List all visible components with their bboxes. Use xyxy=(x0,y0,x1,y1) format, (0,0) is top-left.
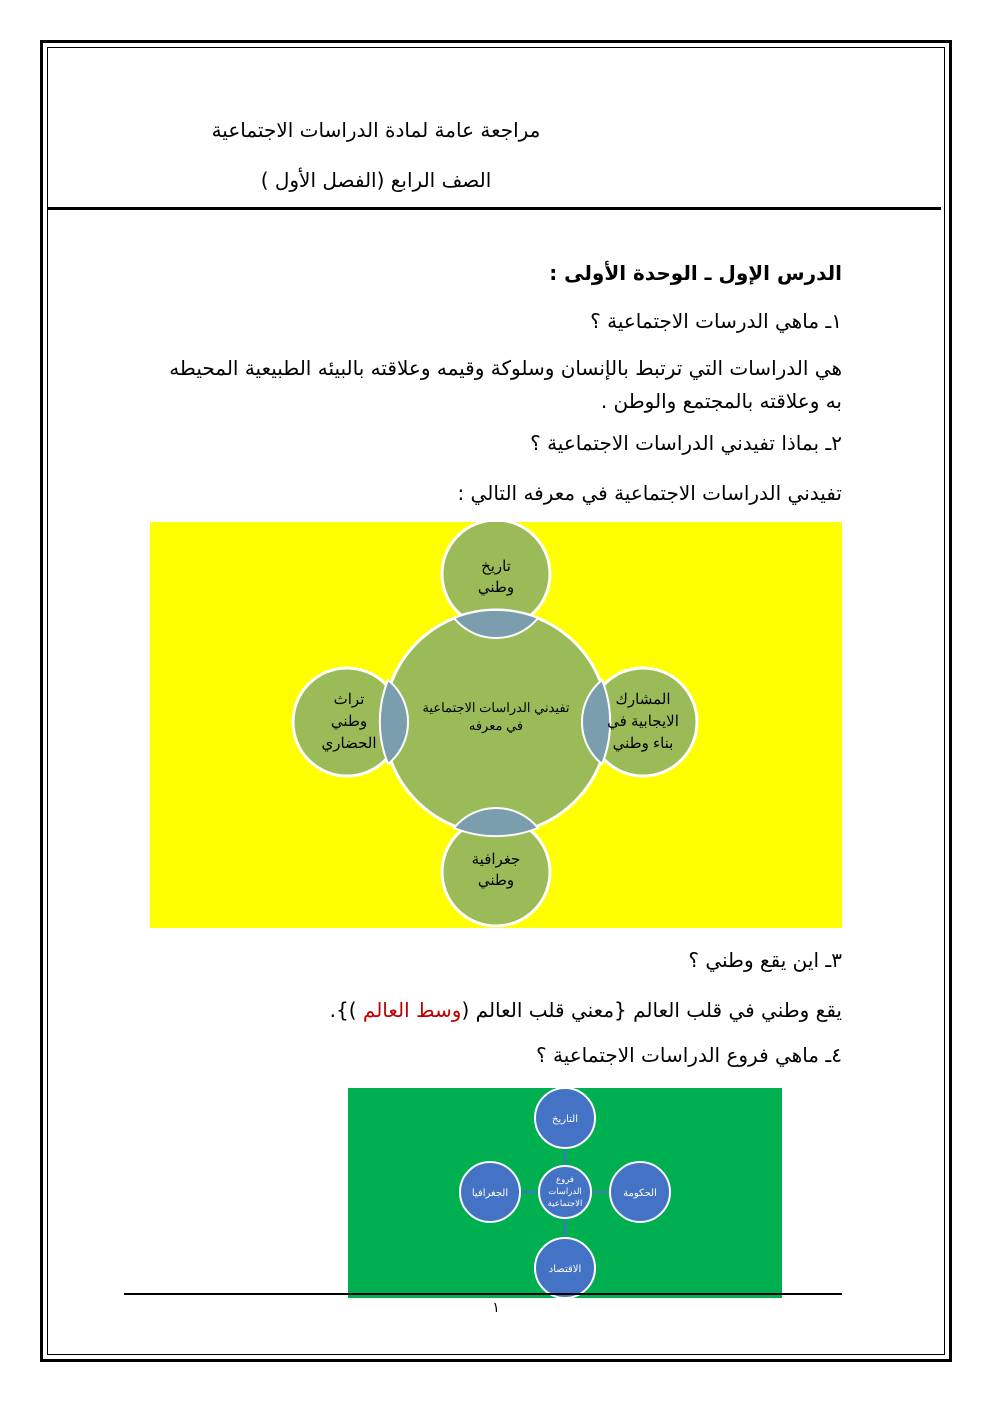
page-number: ١ xyxy=(492,1300,500,1316)
branches-center-line-2: الدراسات xyxy=(548,1186,582,1196)
branch-geography-label: الجغرافيا xyxy=(471,1188,509,1199)
answer-2: تفيدني الدراسات الاجتماعية في معرفه التالي : xyxy=(457,481,842,505)
top-label-line-1: تاريخ xyxy=(481,558,511,575)
right-label-line-1: المشارك xyxy=(615,691,671,708)
branches-diagram-svg xyxy=(348,1088,782,1298)
branch-government-label: الحكومة xyxy=(623,1188,657,1199)
branches-diagram xyxy=(348,1088,782,1298)
bottom-label-line-2: وطني xyxy=(477,872,515,889)
benefits-diagram-svg xyxy=(150,522,842,928)
right-label-line-2: الايجابية في xyxy=(607,713,679,730)
footer-divider xyxy=(124,1293,842,1295)
answer-1-line-2: به وعلاقته بالمجتمع والوطن . xyxy=(600,389,842,413)
branches-center-line-1: فروع xyxy=(556,1174,574,1184)
top-label-line-2: وطني xyxy=(477,579,515,596)
center-label-line-1: تفيدني الدراسات الاجتماعية xyxy=(422,700,570,715)
branch-history-label: التاريخ xyxy=(552,1114,578,1125)
answer-3 xyxy=(150,995,842,1025)
branch-economy-label: الاقتصاد xyxy=(548,1264,582,1275)
right-label-line-3: بناء وطني xyxy=(612,735,674,752)
question-3: ٣ـ اين يقع وطني ؟ xyxy=(688,948,842,972)
left-label-line-3: الحضاري xyxy=(321,735,377,752)
header-divider xyxy=(47,207,941,210)
left-label-line-2: وطني xyxy=(330,713,368,730)
lesson-heading: الدرس الإول ـ الوحدة الأولى : xyxy=(549,261,842,285)
answer-3-suffix: )}. xyxy=(329,998,363,1022)
question-4: ٤ـ ماهي فروع الدراسات الاجتماعية ؟ xyxy=(536,1043,842,1067)
branches-center-line-3: الاجتماعية xyxy=(547,1198,583,1208)
question-2: ٢ـ بماذا تفيدني الدراسات الاجتماعية ؟ xyxy=(530,431,842,455)
document-title: مراجعة عامة لمادة الدراسات الاجتماعية xyxy=(211,118,541,142)
left-label-line-1: تراث xyxy=(333,691,365,708)
bottom-label-line-1: جغرافية xyxy=(471,851,521,868)
question-1: ١ـ ماهي الدرسات الاجتماعية ؟ xyxy=(590,309,842,333)
answer-3-highlight: وسط العالم xyxy=(362,998,462,1022)
document-subtitle: الصف الرابع (الفصل الأول ) xyxy=(260,168,492,192)
answer-3-prefix: يقع وطني في قلب العالم {معني قلب العالم ( xyxy=(461,998,842,1022)
answer-1-line-1: هي الدراسات التي ترتبط بالإنسان وسلوكة وقيمه وعلاقته بالبيئه الطبيعية المحيطه xyxy=(169,356,842,380)
benefits-diagram xyxy=(150,522,842,928)
center-label-line-2: في معرفه xyxy=(468,718,524,733)
